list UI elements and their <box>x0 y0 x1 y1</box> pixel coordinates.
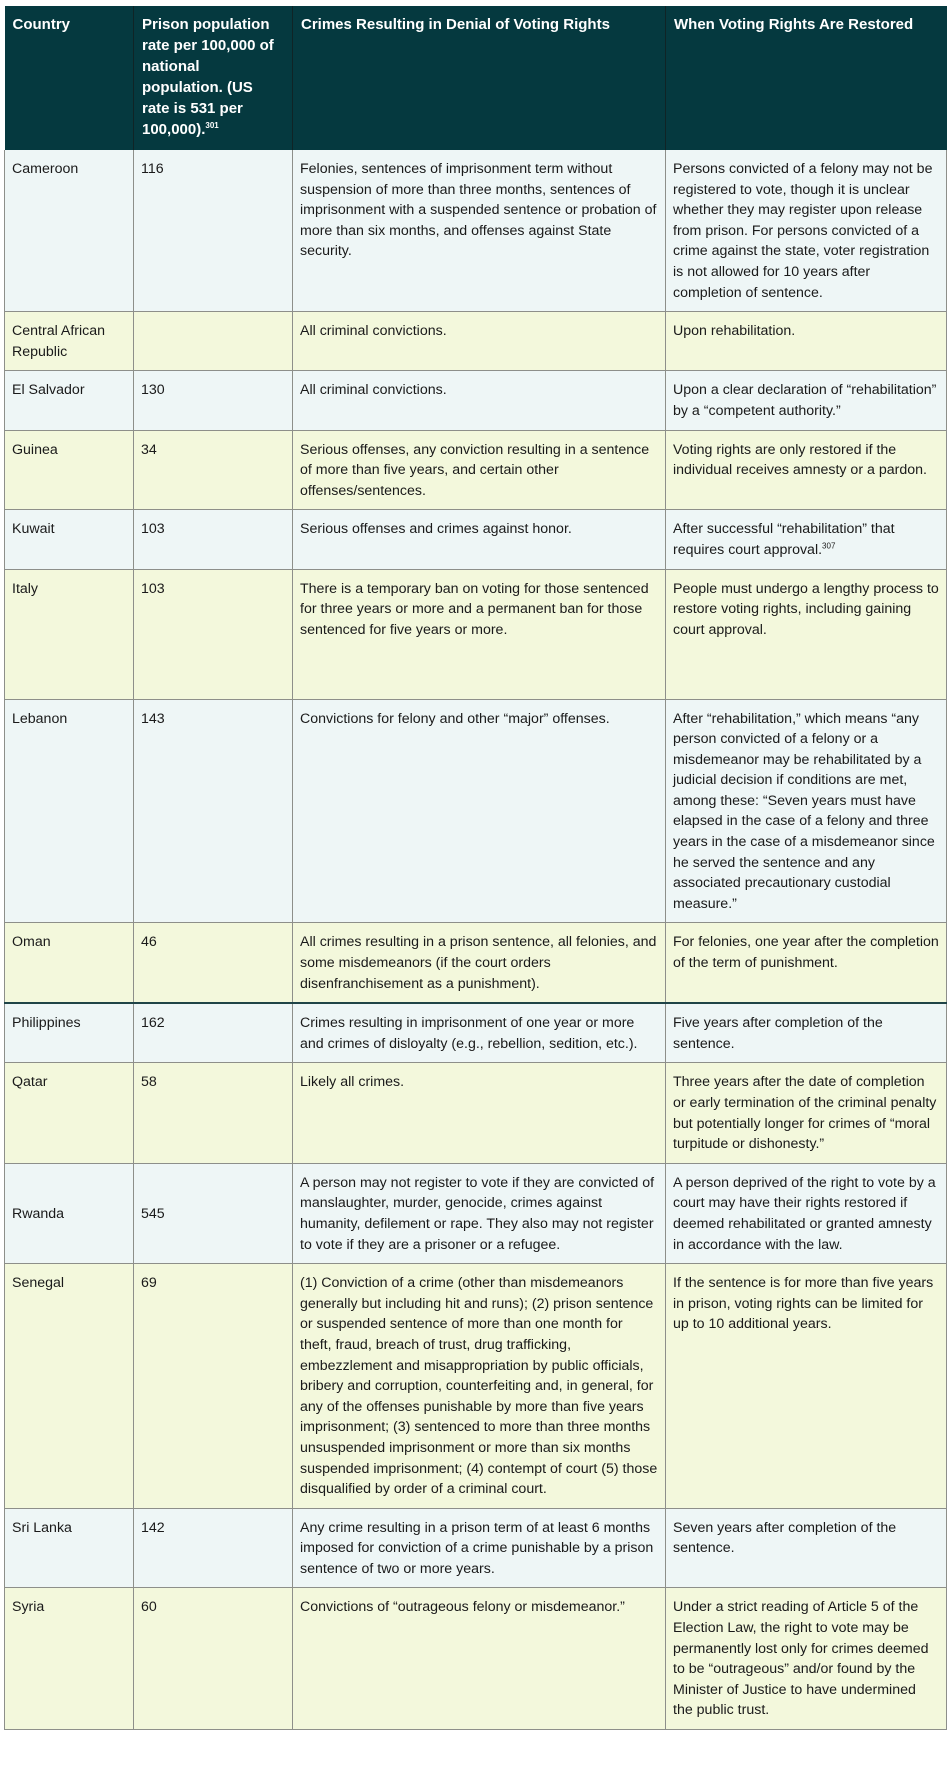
cell-country: Cameroon <box>5 150 134 312</box>
cell-crimes: All criminal convictions. <box>293 371 666 430</box>
cell-crimes: There is a temporary ban on voting for those sentenced for three years or more and a permanent ban for those sentenced for five years or more. <box>293 569 666 699</box>
header-prison-rate-label: Prison population rate per 100,000 of national population. (US rate is 531 per 100,000). <box>142 16 274 138</box>
cell-restored: Persons convicted of a felony may not be registered to vote, though it is unclear whether they may register upon release from prison. For persons convicted of a crime against the state, voter registration is not allowed for 10 years after completion of sentence. <box>666 150 947 312</box>
cell-rate: 116 <box>134 150 293 312</box>
cell-rate: 69 <box>134 1264 293 1509</box>
cell-crimes: Likely all crimes. <box>293 1063 666 1163</box>
footnote-ref: 307 <box>822 541 836 551</box>
cell-rate: 143 <box>134 699 293 923</box>
header-prison-rate <box>134 6 293 150</box>
cell-restored: Upon a clear declaration of “rehabilitation” by a “competent authority.” <box>666 371 947 430</box>
cell-country: El Salvador <box>5 371 134 430</box>
cell-restored: Three years after the date of completion or early termination of the criminal penalty but potentially longer for crimes of “moral turpitude or dishonesty.” <box>666 1063 947 1163</box>
cell-country: Oman <box>5 923 134 1003</box>
cell-country: Philippines <box>5 1003 134 1063</box>
cell-restored: People must undergo a lengthy process to restore voting rights, including gaining court approval. <box>666 569 947 699</box>
cell-rate: 60 <box>134 1588 293 1730</box>
cell-crimes: Any crime resulting in a prison term of at least 6 months imposed for conviction of a crime punishable by a prison sentence of two or more years. <box>293 1508 666 1588</box>
table-row <box>5 430 947 510</box>
cell-restored: Voting rights are only restored if the individual receives amnesty or a pardon. <box>666 430 947 510</box>
table-row <box>5 1508 947 1588</box>
cell-country: Lebanon <box>5 699 134 923</box>
cell-crimes: Convictions for felony and other “major” offenses. <box>293 699 666 923</box>
table-row <box>5 569 947 699</box>
cell-rate: 34 <box>134 430 293 510</box>
cell-restored <box>666 510 947 569</box>
cell-crimes: Serious offenses and crimes against honor. <box>293 510 666 569</box>
footnote-ref: 301 <box>205 121 219 130</box>
cell-crimes: Serious offenses, any conviction resulting in a sentence of more than five years, and certain other offenses/sentences. <box>293 430 666 510</box>
cell-crimes: All crimes resulting in a prison sentence, all felonies, and some misdemeanors (if the court orders disenfranchisement as a punishment). <box>293 923 666 1003</box>
table-row <box>5 1063 947 1163</box>
cell-country: Rwanda <box>5 1163 134 1263</box>
header-row <box>5 6 947 150</box>
cell-rate <box>134 312 293 371</box>
cell-crimes: A person may not register to vote if they are convicted of manslaughter, murder, genocide, crimes against humanity, defilement or rape. They also may not register to vote if they are a prisoner or a refugee. <box>293 1163 666 1263</box>
cell-restored: Under a strict reading of Article 5 of the Election Law, the right to vote may be permanently lost only for crimes deemed to be “outrageous” and/or found by the Minister of Justice to have undermined the public trust. <box>666 1588 947 1730</box>
table-row <box>5 1163 947 1263</box>
cell-crimes: Felonies, sentences of imprisonment term without suspension of more than three months, sentences of imprisonment with a suspended sentence or probation of more than six months, and offenses against State security. <box>293 150 666 312</box>
cell-restored: After “rehabilitation,” which means “any person convicted of a felony or a misdemeanor may be rehabilitated by a judicial decision if conditions are met, among these: “Seven years must have elapsed in the case of a felony and three years in the case of a misdemeanor since he served the sentence and any associated precautionary custodial measure.” <box>666 699 947 923</box>
cell-rate: 103 <box>134 510 293 569</box>
table-header <box>5 6 947 150</box>
cell-crimes: Crimes resulting in imprisonment of one year or more and crimes of disloyalty (e.g., rebellion, sedition, etc.). <box>293 1003 666 1063</box>
cell-restored: For felonies, one year after the completion of the term of punishment. <box>666 923 947 1003</box>
cell-restored: A person deprived of the right to vote by a court may have their rights restored if deemed rehabilitated or granted amnesty in accordance with the law. <box>666 1163 947 1263</box>
table-row <box>5 150 947 312</box>
cell-rate: 103 <box>134 569 293 699</box>
cell-country: Sri Lanka <box>5 1508 134 1588</box>
cell-country: Syria <box>5 1588 134 1730</box>
cell-country: Guinea <box>5 430 134 510</box>
cell-rate: 58 <box>134 1063 293 1163</box>
cell-country: Central African Republic <box>5 312 134 371</box>
cell-restored: Upon rehabilitation. <box>666 312 947 371</box>
table-row <box>5 1264 947 1509</box>
cell-restored: Five years after completion of the sentence. <box>666 1003 947 1063</box>
cell-crimes: All criminal convictions. <box>293 312 666 371</box>
cell-restored-text: After successful “rehabilitation” that requires court approval. <box>673 521 895 558</box>
cell-rate: 545 <box>134 1163 293 1263</box>
cell-rate: 162 <box>134 1003 293 1063</box>
table-row <box>5 923 947 1003</box>
cell-crimes: (1) Conviction of a crime (other than misdemeanors generally but including hit and runs); (2) prison sentence or suspended sentence of more than one month for theft, fraud, breach of trust, drug trafficking, embezzlement and misappropriation by public officials, bribery and corruption, counterfeiting and, in general, for any of the offenses punishable by more than five years imprisonment; (3) sentenced to more than three months unsuspended imprisonment or more than six months suspended imprisonment; (4) contempt of court (5) those disqualified by order of a criminal court. <box>293 1264 666 1509</box>
table-row <box>5 1588 947 1730</box>
cell-country: Qatar <box>5 1063 134 1163</box>
cell-country: Senegal <box>5 1264 134 1509</box>
cell-rate: 46 <box>134 923 293 1003</box>
table-row <box>5 312 947 371</box>
table-row <box>5 699 947 923</box>
header-restored: When Voting Rights Are Restored <box>666 6 947 150</box>
table-row <box>5 371 947 430</box>
cell-restored: If the sentence is for more than five years in prison, voting rights can be limited for up to 10 additional years. <box>666 1264 947 1509</box>
header-country: Country <box>5 6 134 150</box>
cell-restored: Seven years after completion of the sentence. <box>666 1508 947 1588</box>
table-row <box>5 1003 947 1063</box>
voting-rights-table-container <box>4 6 946 1730</box>
cell-country: Italy <box>5 569 134 699</box>
cell-country: Kuwait <box>5 510 134 569</box>
header-crimes: Crimes Resulting in Denial of Voting Rights <box>293 6 666 150</box>
cell-crimes: Convictions of “outrageous felony or misdemeanor.” <box>293 1588 666 1730</box>
cell-rate: 142 <box>134 1508 293 1588</box>
voting-rights-table <box>4 6 947 1730</box>
cell-rate: 130 <box>134 371 293 430</box>
table-body <box>5 150 947 1730</box>
table-row <box>5 510 947 569</box>
